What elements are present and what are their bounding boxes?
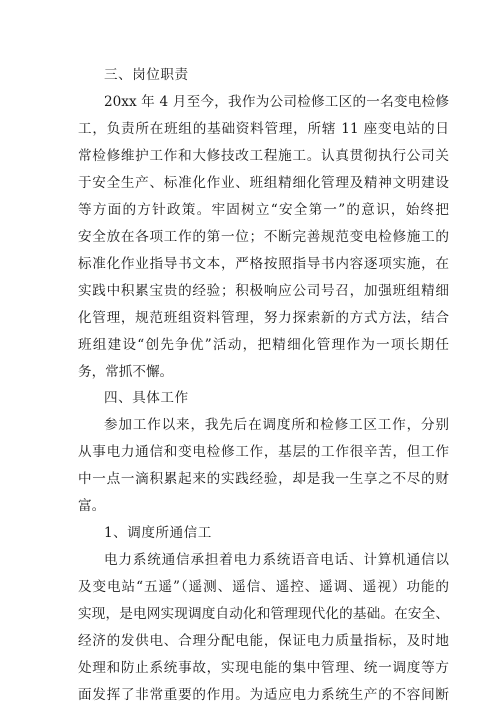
paragraph-line: 务，常抓不懈。 bbox=[78, 364, 174, 380]
section-heading-specific-work: 四、具体工作 bbox=[104, 390, 189, 406]
paragraph-line: 于安全生产、标准化作业、班组精细化管理及精神文明建设 bbox=[78, 175, 449, 191]
paragraph-line: 常检修维护工作和大修技改工程施工。认真贯彻执行公司关 bbox=[78, 148, 449, 164]
paragraph-line: 化管理，规范班组资料管理，努力探索新的方式方法，结合 bbox=[78, 310, 449, 326]
paragraph-line: 标准化作业指导书文本，严格按照指导书内容逐项实施，在 bbox=[78, 256, 449, 272]
paragraph-line: 处理和防止系统事故，实现电能的集中管理、统一调度等方 bbox=[78, 660, 449, 676]
paragraph-line: 从事电力通信和变电检修工作，基层的工作很辛苦，但工作 bbox=[78, 444, 449, 460]
paragraph-line: 实践中积累宝贵的经验；积极响应公司号召，加强班组精细 bbox=[78, 283, 449, 299]
paragraph-line: 电力系统通信承担着电力系统语音电话、计算机通信以 bbox=[104, 552, 449, 568]
paragraph-line: 面发挥了非常重要的作用。为适应电力系统生产的不容间断 bbox=[78, 687, 449, 703]
paragraph-line: 经济的发供电、合理分配电能，保证电力质量指标，及时地 bbox=[78, 633, 449, 649]
paragraph-line: 20xx 年 4 月至今，我作为公司检修工区的一名变电检修 bbox=[104, 94, 449, 110]
paragraph-line: 班组建设“创先争优”活动，把精细化管理作为一项长期任 bbox=[78, 337, 449, 353]
paragraph-line: 等方面的方针政策。牢固树立“安全第一”的意识，始终把 bbox=[78, 202, 449, 218]
paragraph-line: 参加工作以来，我先后在调度所和检修工区工作，分别 bbox=[104, 417, 449, 433]
paragraph-line: 安全放在各项工作的第一位；不断完善规范变电检修施工的 bbox=[78, 229, 449, 245]
paragraph-line: 中一点一滴积累起来的实践经验，却是我一生享之不尽的财 bbox=[78, 471, 449, 487]
subsection-heading-dispatch-comm: 1、调度所通信工 bbox=[104, 525, 212, 541]
paragraph-line: 及变电站“五遥”（遥测、遥信、遥控、遥调、遥视）功能的 bbox=[78, 579, 449, 595]
paragraph-line: 工，负责所在班组的基础资料管理，所辖 11 座变电站的日 bbox=[78, 121, 449, 137]
section-heading-job-duties: 三、岗位职责 bbox=[104, 67, 189, 83]
paragraph-line: 实现，是电网实现调度自动化和管理现代化的基础。在安全、 bbox=[78, 606, 449, 622]
paragraph-line: 富。 bbox=[78, 498, 106, 514]
